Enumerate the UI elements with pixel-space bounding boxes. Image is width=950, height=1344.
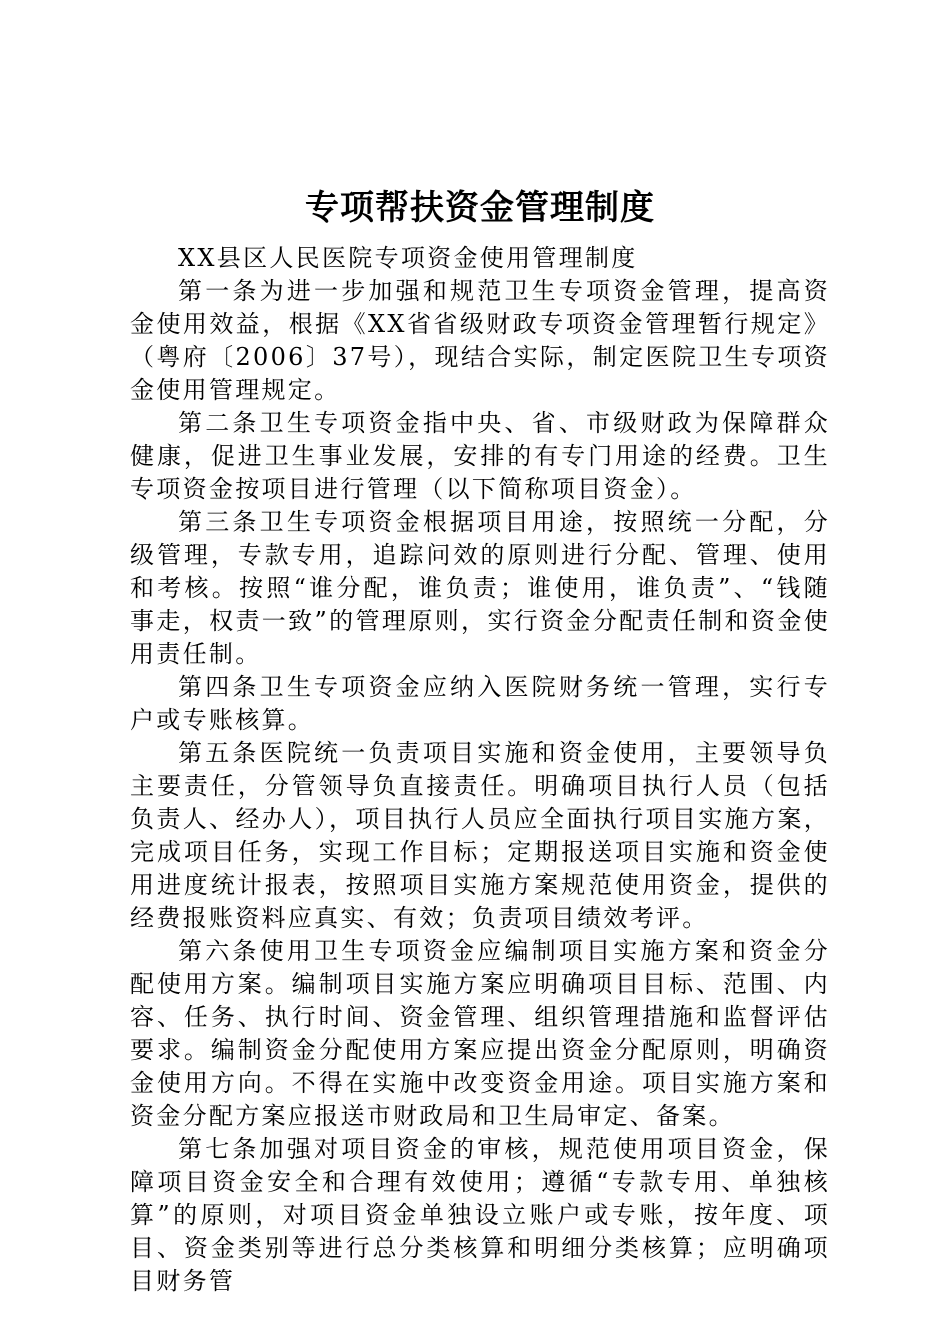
article-4: 第四条卫生专项资金应纳入医院财务统一管理，实行专户或专账核算。 <box>130 673 830 734</box>
document-subtitle: XX县区人民医院专项资金使用管理制度 <box>178 244 638 272</box>
article-1: 第一条为进一步加强和规范卫生专项资金管理，提高资金使用效益，根据《XX省省级财政专项资金管理暂行规定》（粤府〔2006〕37号），现结合实际，制定医院卫生专项资金使用管理规定。 <box>130 277 830 404</box>
article-6: 第六条使用卫生专项资金应编制项目实施方案和资金分配使用方案。编制项目实施方案应明确项目目标、范围、内容、任务、执行时间、资金管理、组织管理措施和监督评估要求。编制资金分配使用方案应提出资金分配原则，明确资金使用方向。不得在实施中改变资金用途。项目实施方案和资金分配方案应报送市财政局和卫生局审定、备案。 <box>130 937 830 1130</box>
document-title: 专项帮扶资金管理制度 <box>305 188 655 228</box>
article-3: 第三条卫生专项资金根据项目用途，按照统一分配，分级管理，专款专用，追踪问效的原则进行分配、管理、使用和考核。按照“谁分配，谁负责；谁使用，谁负责”、“钱随事走，权责一致”的管理原则，实行资金分配责任制和资金使用责任制。 <box>130 508 830 668</box>
article-5: 第五条医院统一负责项目实施和资金使用，主要领导负主要责任，分管领导负直接责任。明确项目执行人员（包括负责人、经办人），项目执行人员应全面执行项目实施方案，完成项目任务，实现工作目标；定期报送项目实施和资金使用进度统计报表，按照项目实施方案规范使用资金，提供的经费报账资料应真实、有效；负责项目绩效考评。 <box>130 739 830 932</box>
article-2: 第二条卫生专项资金指中央、省、市级财政为保障群众健康，促进卫生事业发展，安排的有专门用途的经费。卫生专项资金按项目进行管理（以下简称项目资金）。 <box>130 409 830 503</box>
document-page <box>130 180 830 1298</box>
article-7: 第七条加强对项目资金的审核，规范使用项目资金，保障项目资金安全和合理有效使用；遵循“专款专用、单独核算”的原则，对项目资金单独设立账户或专账，按年度、项目、资金类别等进行总分类核算和明细分类核算；应明确项目财务管 <box>130 1135 830 1295</box>
